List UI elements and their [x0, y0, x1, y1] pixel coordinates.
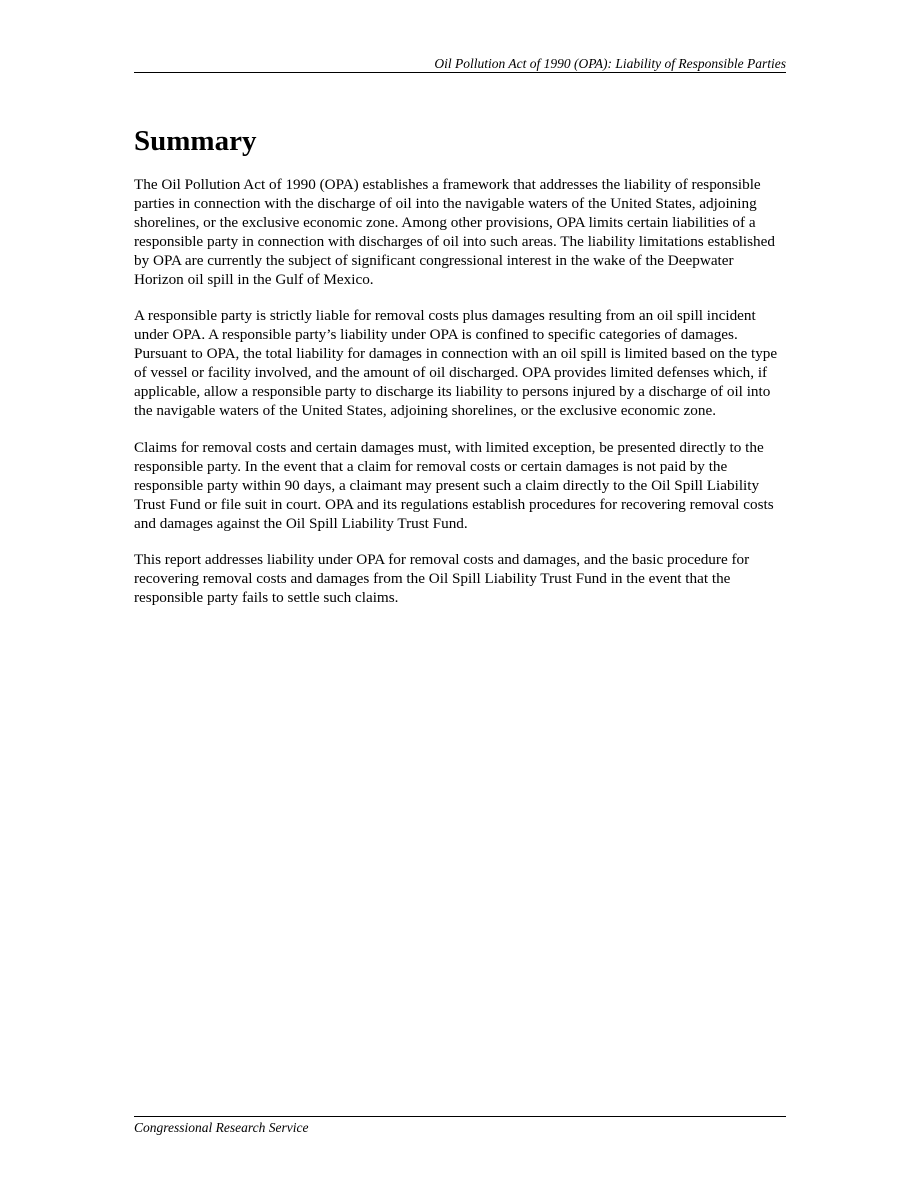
- summary-paragraph-2: A responsible party is strictly liable for removal costs plus damages resulting from an oil spill incident under OPA. A responsible party’s liability under OPA is confined to specific categories of damages. Pursuant to OPA, the total liability for damages in connection with an oil spill is limited based on the type of vessel or facility involved, and the amount of oil discharged. OPA provides limited defenses which, if applicable, allow a responsible party to discharge its liability to persons injured by a discharge of oil into the navigable waters of the United States, adjoining shorelines, or the exclusive economic zone.: [134, 307, 778, 419]
- page-title: Summary: [134, 125, 257, 157]
- summary-paragraph-1: The Oil Pollution Act of 1990 (OPA) establishes a framework that addresses the liability of responsible parties in connection with the discharge of oil into the navigable waters of the United States, adjoining shorelines, or the exclusive economic zone. Among other provisions, OPA limits certain liabilities of a responsible party in connection with discharges of oil into such areas. The liability limitations established by OPA are currently the subject of significant congressional interest in the wake of the Deepwater Horizon oil spill in the Gulf of Mexico.: [134, 176, 775, 288]
- running-header: Oil Pollution Act of 1990 (OPA): Liability of Responsible Parties: [434, 56, 786, 71]
- running-footer: Congressional Research Service: [134, 1120, 309, 1135]
- summary-paragraph-4: This report addresses liability under OPA for removal costs and damages, and the basic procedure for recovering removal costs and damages from the Oil Spill Liability Trust Fund in the event that the responsible party fails to settle such claims.: [134, 551, 750, 607]
- footer-divider: [134, 1116, 786, 1117]
- summary-body: [134, 176, 786, 626]
- summary-paragraph-3: Claims for removal costs and certain damages must, with limited exception, be presented directly to the responsible party. In the event that a claim for removal costs or certain damages is not paid by the responsible party within 90 days, a claimant may present such a claim directly to the Oil Spill Liability Trust Fund or file suit in court. OPA and its regulations establish procedures for recovering removal costs and damages against the Oil Spill Liability Trust Fund.: [134, 438, 774, 532]
- header-divider: [134, 72, 786, 73]
